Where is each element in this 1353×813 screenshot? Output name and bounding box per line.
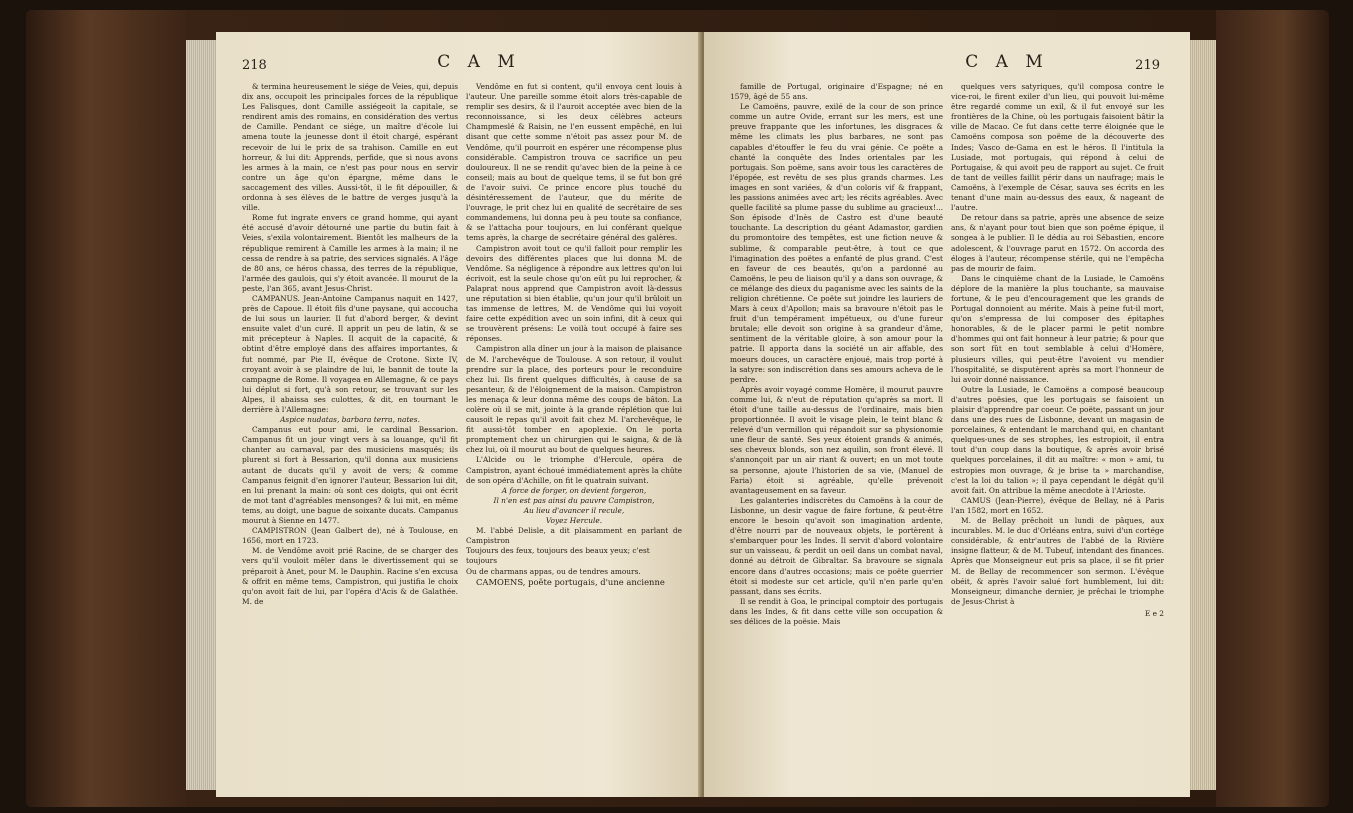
quatrain-line: Au lieu d'avancer il recule, <box>523 505 625 515</box>
verse-line: Toujours des feux, toujours des beaux yeux; c'est toujours <box>466 546 650 566</box>
right-page <box>704 32 1190 797</box>
paragraph: Dans le cinquième chant de la Lusiade, le Camoëns déplore de la manière la plus touchante, sa mauvaise fortune, & le peu d'encouragement que les grands de Portugal donnoient au mérite. Mais à peine fut-il mort, qu'on s'empressa de lui composer des épitaphes honorables, & de le placer parmi le petit nombre d'hommes qui ont fait honneur à leur patrie; & pour que son sort fût en tout semblable à celui d'Homère, plusieurs villes, qui peut-être l'avoient vu mendier l'hospitalité, se disputèrent après sa mort l'honneur de lui avoir donné naissance. <box>951 273 1164 384</box>
paragraph: Rome fut ingrate envers ce grand homme, qui ayant été accusé d'avoir détourné une partie du butin fait à Veies, s'exila volontairement. Bientôt les malheurs de la république remirent à Camille les armes à la main; il ne cessa de rendre à sa patrie, des services signalés. A l'âge de 80 ans, ce héros chassa, des terres de la république, l'armée des gaulois, qui s'y étoit avancée. Il mourut de la peste, l'an 365, avant Jesus-Christ. <box>242 213 458 293</box>
running-head: C A M <box>437 52 521 72</box>
quatrain-line: A force de forger, on devient forgeron, <box>501 485 647 495</box>
paragraph: De retour dans sa patrie, après une absence de seize ans, & n'ayant pour tout bien que son poëme épique, il songea à le publier. Il le dédia au roi Sébastien, encore adolescent, & l'ouvrage parut en 1572. On accorda des éloges à l'auteur, récompense stérile, qui ne l'empêcha pas de mourir de faim. <box>951 213 1164 273</box>
paragraph: L'Alcide ou le triomphe d'Hercule, opéra de Campistron, ayant échoué immédiatement après la chûte de son opéra d'Achille, on fit le quatrain suivant. <box>466 455 682 485</box>
paragraph: & termina heureusement le siége de Veies, qui, depuis dix ans, occupoit les principales forces de la république Les Falisques, dont Camille assiégeoit la capitale, se rendirent amis des romains, en considération des vertus de Camille. Pendant ce siége, un maître d'école lui amena toute la jeunesse dont il étoit chargé, espérant recevoir de lui le prix de sa trahison. Camille en eut horreur, & lui dit: Apprends, perfide, que si nous avons les armes à la main, ce n'est pas pour nous en servir contre un âge qu'on épargne, même dans le saccagement des villes. Aussi-tôt, il le fit dépouiller, & ordonna à ses élèves de le battre de verges jusqu'à la ville. <box>242 82 458 213</box>
left-page-header <box>216 32 702 72</box>
signature-mark: E e 2 <box>1144 608 1164 618</box>
quatrain-line: Il n'en est pas ainsi du pauvre Campistron, <box>493 495 655 505</box>
book-cover-right <box>1216 10 1329 807</box>
entry-heading: CAMOENS, poëte portugais, d'une ancienne <box>476 576 665 587</box>
paragraph: Le Camoëns, pauvre, exilé de la cour de son prince comme un autre Ovide, errant sur les mers, est une preuve frappante que les infortunes, les disgraces & même les climats les plus barbares, ne sont pas capables d'étouffer le feu du vrai génie. Ce poëte a chanté la conquête des Indes orientales par les portugais. Son poëme, sans avoir tous les caractères de l'épopée, est revêtu de ses plus grands charmes. Les images en sont variées, & d'un coloris vif & frappant, les passions animées avec art; les récits agréables. Avec quelle facilité sa plume passe du sublime au gracieux!... Son épisode d'Inès de Castro est d'une beauté touchante. La description du géant Adamastor, gardien du promontoire des tempêtes, est une fiction neuve & sublime, & comparable peut-être, à tout ce que l'imagination des poëtes a enfanté de plus grand. C'est en faveur de ces beautés, qu'on a pardonné au Camoëns, le peu de liaison qu'il y a dans son ouvrage, & ce mélange des dieux du paganisme avec les saints de la religion chrétienne. Ce poëte sut joindre les lauriers de Mars à ceux d'Apollon; mais sa bravoure n'étoit pas le fruit d'un tempérament impétueux, ou d'une fureur brutale; elle devoit son origine à sa grandeur d'âme, sentiment de la véritable gloire, à son amour pour la patrie. Il apporta dans la société un air affable, des moeurs douces, un caractère enjoué, mais trop porté à la satyre: son indiscrétion dans ses amours acheva de le perdre. <box>730 102 943 384</box>
page-edges-right <box>1190 40 1216 790</box>
paragraph: Les galanteries indiscrètes du Camoëns à la cour de Lisbonne, un desir vague de faire fortune, & peut-être encore le besoin qu'avoit son imagination ardente, d'être nourri par de nouveaux objets, le portèrent à s'embarquer pour les Indes. Il servit d'abord volontaire sur un vaisseau, & perdit un oeil dans un combat naval, donné au détroit de Gibraltar. Sa bravoure se signala encore dans d'autres occasions; mais ce poëte guerrier étoit si modeste sur cet article, qu'il n'en parle qu'en passant, dans ses écrits. <box>730 495 943 596</box>
latin-verse: Aspice nudatas, barbara terra, nates. <box>280 415 420 425</box>
book-cover-left <box>26 10 186 807</box>
paragraph: M. l'abbé Delisle, a dit plaisamment en parlant de Campistron <box>466 526 682 546</box>
paragraph: Il se rendit à Goa, le principal comptoir des portugais dans les Indes, & fit dans cette ville son occupation & ses délices de la poësie. Mais <box>730 596 943 626</box>
paragraph: Vendôme en fut si content, qu'il envoya cent louis à l'auteur. Une pareille somme étoit alors très-capable de remplir ses desirs, & il l'auroit acceptée avec bien de la reconnoissance, si les deux célèbres acteurs Champmeslé & Raisin, ne l'en eussent empêché, en lui disant que cette somme n'étoit pas assez pour M. de Vendôme, qu'il pourroit en espérer une récompense plus considérable. Campistron trouva ce sacrifice un peu douloureux. Il ne se rendit qu'avec bien de la peine à ce conseil; mais au bout de quelque tems, il se fut bon gré de l'avoir suivi. Ce prince encore plus touché du désintéressement de l'auteur, que du mérite de l'ouvrage, le prit chez lui en qualité de secrétaire de ses commandemens, lui donna peu à peu toute sa confiance, & se l'attacha pour toujours, en lui conférant quelque tems après, la charge de secrétaire général des galères. <box>466 82 682 243</box>
running-head: C A M <box>965 52 1049 72</box>
paragraph: Outre la Lusiade, le Camoëns a composé beaucoup d'autres poësies, que les portugais se faisoient un plaisir d'apprendre par coeur. Ce poëte, passant un jour dans une des rues de Lisbonne, devant un magasin de porcelaines, & entendant le marchand qui, en chantant quelques-unes de ses strophes, les estropioit, il entra tout d'un coup dans la boutique, & après avoir brisé quelques porcelaines, il dit au maître: « mon » ami, tu estropies mon ouvrage, & je brise ta » marchandise, c'est la loi du talion »; il paya cependant le dégât qu'il avoit fait. On attribue la même anecdote à l'Arioste. <box>951 384 1164 495</box>
paragraph: M. de Bellay prêchoit un lundi de pâques, aux incurables. M. le duc d'Orléans entra, suivi d'un cortége considérable, & entr'autres de l'abbé de la Rivière insigne flatteur, & de M. Tubeuf, intendant des finances. Après que Monseigneur eut pris sa place, il se fit prier M. de Bellay de recommencer son sermon. L'évêque obéit, & après l'avoir salué fort humblement, lui dit: Monseigneur, dimanche dernier, je prêchai le triomphe de Jesus-Christ à <box>951 516 1164 606</box>
paragraph: Après avoir voyagé comme Homère, il mourut pauvre comme lui, & n'eut de réputation qu'après sa mort. Il étoit d'une taille au-dessus de l'ordinaire, mais bien proportionnée. Il avoit le visage plein, le teint blanc & relevé d'un vermillon qui répandoit sur sa physionomie une fleur de santé. Ses yeux étoient grands & animés, ses cheveux blonds, son nez aquilin, son front élevé. Il s'annonçoit par un air riant & ouvert; en un mot toute sa personne, ajoute l'historien de sa vie, (Manuel de Faria) étoit si agréable, qu'elle prévenoit avantageusement en sa faveur. <box>730 384 943 495</box>
entry-heading: CAMPISTRON (Jean Galbert de), né à Toulouse, en 1656, mort en 1723. <box>242 526 458 546</box>
paragraph: Campanus eut pour ami, le cardinal Bessarion. Campanus fit un jour vingt vers à sa louange, qu'il fit chanter au carnaval, par des musiciens masqués; ils plurent si fort à Bessarion, qu'il donna aux musiciens autant de ducats qu'il y avoit de vers; & comme Campanus feignit d'en ignorer l'auteur, Bessarion lui dit, en lui prenant la main: où sont ces doigts, qui ont écrit de mot tant d'agréables mensonges? & lui mit, en même tems, au doigt, une bague de soixante ducats. Campanus mourut à Sienne en 1477. <box>242 425 458 526</box>
paragraph: quelques vers satyriques, qu'il composa contre le vice-roi, le firent exiler d'un lieu, qui pouvoit lui-même être regardé comme un exil, & il fut envoyé sur les frontières de la Chine, où les portugais faisoient bâtir la ville de Macao. Ce fut dans cette terre éloignée que le Camoëns composa son poëme de la découverte des Indes; Vasco de-Gama en est le héros. Il l'intitula la Lusiade, mot portugais, qui répond à celui de Portugaise, & qui avoit peu de rapport au sujet. Ce fruit de tant de veilles faillit périr dans un naufrage; mais le Camoëns, à l'exemple de César, sauva ses écrits en les tenant d'une main au-dessus des eaux, & nageant de l'autre. <box>951 82 1164 213</box>
right-column-1 <box>730 82 943 787</box>
entry-heading: CAMUS (Jean-Pierre), évêque de Bellay, né à Paris l'an 1582, mort en 1652. <box>951 495 1164 515</box>
left-column-1 <box>242 82 458 787</box>
paragraph: Campistron avoit tout ce qu'il falloit pour remplir les devoirs des différentes places que lui donna M. de Vendôme. Sa négligence à répondre aux lettres qu'on lui écrivoit, est la seule chose qu'on eût pu lui reprocher, & Palaprat nous apprend que Campistron avoit là-dessus une réputation si bien établie, qu'un jour qu'il brûloit un tas immense de lettres, M. de Vendôme qui lui voyoit faire cette expédition avec un soin infini, dit à ceux qui se trouvèrent présens: Le voilà tout occupé à faire ses réponses. <box>466 243 682 344</box>
paragraph: M. de Vendôme avoit prié Racine, de se charger des vers qu'il vouloit mêler dans le divertissement qui se préparoit à Anet, pour M. le Dauphin. Racine s'en excusa & offrit en même tems, Campistron, qui justifia le choix qu'on avoit fait de lui, par l'opéra d'Acis & de Galathée. M. de <box>242 546 458 606</box>
book <box>26 10 1329 807</box>
left-page <box>216 32 702 797</box>
entry-paragraph: CAMPANUS. Jean-Antoine Campanus naquit en 1427, près de Capoue. Il étoit fils d'une paysane, qui accoucha de lui sous un laurier. Il fut d'abord berger, & devint ensuite valet d'un curé. Il apprit un peu de latin, & se mit précepteur à Naples. Il acquit de la capacité, & obtint d'être employé dans des affaires importantes, & fut nommé, par Pie II, évêque de Crotone. Sixte IV, croyant avoir à se plaindre de lui, le bannit de toute la campagne de Rome. Il voyagea en Allemagne, & ce pays lui déplut si fort, qu'à son retour, se trouvant sur les Alpes, il abaissa ses culottes, & dit, en tournant le derrière à l'Allemagne: <box>242 293 458 414</box>
left-column-2 <box>466 82 682 787</box>
paragraph: Campistron alla dîner un jour à la maison de plaisance de M. l'archevêque de Toulouse. A son retour, il voulut prendre sur la place, des porteurs pour le reconduire chez lui. Ils firent quelques difficultés, à cause de sa pesanteur, & de l'éloignement de la maison. Campistron les menaça & leur donna même des coups de bâton. La colère où il se mit, jointe à la grande réplétion que lui causoit le repas qu'il avoit fait chez M. l'archevêque, le fit aussi-tôt tomber en apoplexie. On le porta promptement chez un chirurgien qui le saigna, & de là chez lui, où il mourut au bout de quelques heures. <box>466 344 682 455</box>
page-edges-left <box>186 40 216 790</box>
right-page-header <box>704 32 1190 72</box>
verse-line: Ou de charmans appas, ou de tendres amours. <box>466 566 641 576</box>
right-column-2 <box>951 82 1164 787</box>
quatrain-line: Voyez Hercule. <box>545 516 603 526</box>
page-number: 218 <box>242 58 267 73</box>
paragraph: famille de Portugal, originaire d'Espagne; né en 1579, âgé de 55 ans. <box>730 82 943 102</box>
page-number: 219 <box>1135 58 1160 73</box>
